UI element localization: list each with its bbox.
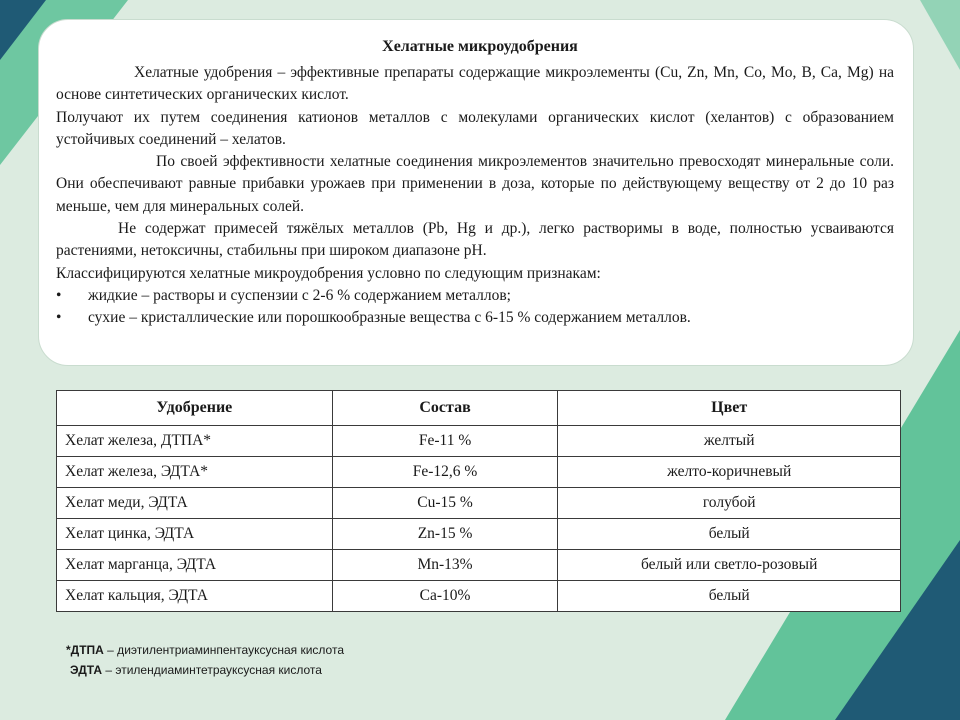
table-row — [57, 550, 901, 581]
footnote-text: – диэтилентриаминпентауксусная кислота — [103, 643, 344, 657]
header-composition: Состав — [332, 391, 558, 426]
cell-composition: Mn-13% — [332, 550, 558, 581]
cell-fertilizer: Хелат цинка, ЭДТА — [57, 519, 333, 550]
footnote-term: ЭДТА — [70, 663, 103, 677]
footnote-text: – этилендиаминтетрауксусная кислота — [102, 663, 322, 677]
cell-color: белый — [558, 581, 901, 612]
header-color: Цвет — [558, 391, 901, 426]
cell-fertilizer: Хелат марганца, ЭДТА — [57, 550, 333, 581]
table-row — [57, 457, 901, 488]
table-row — [57, 519, 901, 550]
footnote-term: *ДТПА — [66, 643, 104, 657]
cell-fertilizer: Хелат железа, ДТПА* — [57, 426, 333, 457]
cell-color: голубой — [558, 488, 901, 519]
list-item-text: жидкие – растворы и суспензии с 2-6 % содержанием металлов; — [88, 286, 511, 304]
cell-color: желтый — [558, 426, 901, 457]
paragraph-intro: Хелатные удобрения – эффективные препараты содержащие микроэлементы (Cu, Zn, Mn, Co, Mo, B, Ca, Mg) на основе синтетических органических кислот. — [56, 64, 894, 104]
cell-color: белый — [558, 519, 901, 550]
footnote-dtpa — [66, 640, 344, 660]
list-item — [56, 307, 894, 329]
paragraph-efficiency: По своей эффективности хелатные соединения микроэлементов значительно превосходят минеральные соли. Они обеспечивают равные прибавки урожаев при применении в доза, которые по действующему веществу от 2 до 10 раз меньше, чем для минеральных солей. — [56, 153, 894, 215]
header-fertilizer: Удобрение — [57, 391, 333, 426]
table-row — [57, 488, 901, 519]
slide-body — [56, 62, 894, 330]
cell-composition: Ca-10% — [332, 581, 558, 612]
footnotes — [66, 640, 344, 680]
footnote-edta — [66, 660, 344, 680]
cell-color: желто-коричневый — [558, 457, 901, 488]
cell-composition: Cu-15 % — [332, 488, 558, 519]
bullet-icon: • — [56, 309, 62, 327]
list-item-text: сухие – кристаллические или порошкообразные вещества с 6-15 % содержанием металлов. — [88, 309, 691, 327]
classification-list — [56, 285, 894, 330]
list-item — [56, 285, 894, 307]
cell-composition: Zn-15 % — [332, 519, 558, 550]
table-header-row — [57, 391, 901, 426]
paragraph-classification: Классифицируются хелатные микроудобрения условно по следующим признакам: — [56, 264, 601, 282]
cell-fertilizer: Хелат меди, ЭДТА — [57, 488, 333, 519]
table-row — [57, 581, 901, 612]
cell-fertilizer: Хелат железа, ЭДТА* — [57, 457, 333, 488]
cell-color: белый или светло-розовый — [558, 550, 901, 581]
bullet-icon: • — [56, 286, 62, 304]
cell-fertilizer: Хелат кальция, ЭДТА — [57, 581, 333, 612]
paragraph-properties: Не содержат примесей тяжёлых металлов (Pb, Hg и др.), легко растворимы в воде, полностью усваиваются растениями, нетоксичны, стабильны при широком диапазоне pH. — [56, 220, 894, 260]
table-row — [57, 426, 901, 457]
slide-title: Хелатные микроудобрения — [382, 38, 578, 55]
fertilizer-table — [56, 390, 901, 612]
cell-composition: Fe-11 % — [332, 426, 558, 457]
paragraph-production: Получают их путем соединения катионов металлов с молекулами органических кислот (хелантов) с образованием устойчивых соединений – хелатов. — [56, 108, 894, 148]
cell-composition: Fe-12,6 % — [332, 457, 558, 488]
